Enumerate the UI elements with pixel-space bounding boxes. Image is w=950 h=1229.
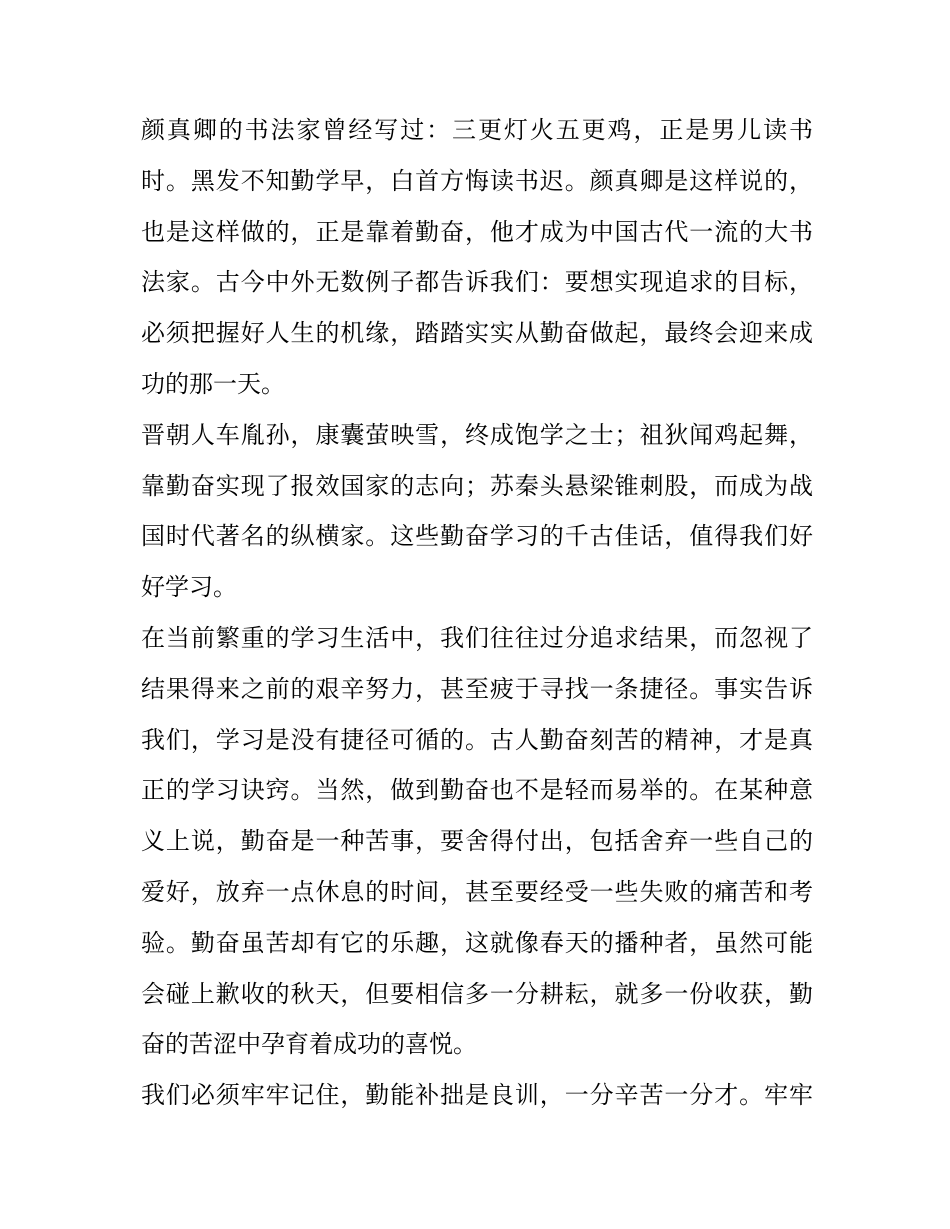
text-line: 奋的苦涩中孕育着成功的喜悦。 bbox=[141, 1030, 477, 1059]
text-line: 义上说，勤奋是一种苦事，要舍得付出，包括舍弃一些自己的 bbox=[141, 827, 813, 856]
text-line: 结果得来之前的艰辛努力，甚至疲于寻找一条捷径。事实告诉 bbox=[141, 674, 813, 703]
text-line: 靠勤奋实现了报效国家的志向；苏秦头悬梁锥刺股，而成为战 bbox=[141, 471, 813, 500]
text-line: 在当前繁重的学习生活中，我们往往过分追求结果，而忽视了 bbox=[141, 623, 813, 652]
paragraph-3 bbox=[141, 613, 813, 1070]
text-line: 晋朝人车胤孙，康囊萤映雪，终成饱学之士；祖狄闻鸡起舞， bbox=[141, 420, 813, 449]
text-line: 时。黑发不知勤学早，白首方悔读书迟。颜真卿是这样说的， bbox=[141, 166, 813, 195]
text-line: 国时代著名的纵横家。这些勤奋学习的千古佳话，值得我们好 bbox=[141, 522, 813, 551]
text-line: 爱好，放弃一点休息的时间，甚至要经受一些失败的痛苦和考 bbox=[141, 877, 813, 906]
text-line: 验。勤奋虽苦却有它的乐趣，这就像春天的播种者，虽然可能 bbox=[141, 928, 813, 957]
text-line: 我们必须牢牢记住，勤能补拙是良训，一分辛苦一分才。牢牢 bbox=[141, 1081, 813, 1110]
text-line: 必须把握好人生的机缘，踏踏实实从勤奋做起，最终会迎来成 bbox=[141, 319, 813, 348]
document-body bbox=[141, 105, 813, 1121]
text-line: 颜真卿的书法家曾经写过：三更灯火五更鸡，正是男儿读书 bbox=[141, 116, 813, 144]
paragraph-2 bbox=[141, 410, 813, 613]
text-line: 会碰上歉收的秋天，但要相信多一分耕耘，就多一份收获，勤 bbox=[141, 979, 813, 1008]
text-line: 好学习。 bbox=[141, 573, 237, 602]
text-line: 法家。古今中外无数例子都告诉我们：要想实现追求的目标， bbox=[141, 268, 813, 297]
text-line: 也是这样做的，正是靠着勤奋，他才成为中国古代一流的大书 bbox=[141, 217, 813, 246]
text-line: 我们，学习是没有捷径可循的。古人勤奋刻苦的精神，才是真 bbox=[141, 725, 813, 754]
paragraph-1 bbox=[141, 105, 813, 410]
paragraph-4 bbox=[141, 1070, 813, 1121]
text-line: 正的学习诀窍。当然，做到勤奋也不是轻而易举的。在某种意 bbox=[141, 776, 813, 805]
text-line: 功的那一天。 bbox=[141, 369, 285, 398]
